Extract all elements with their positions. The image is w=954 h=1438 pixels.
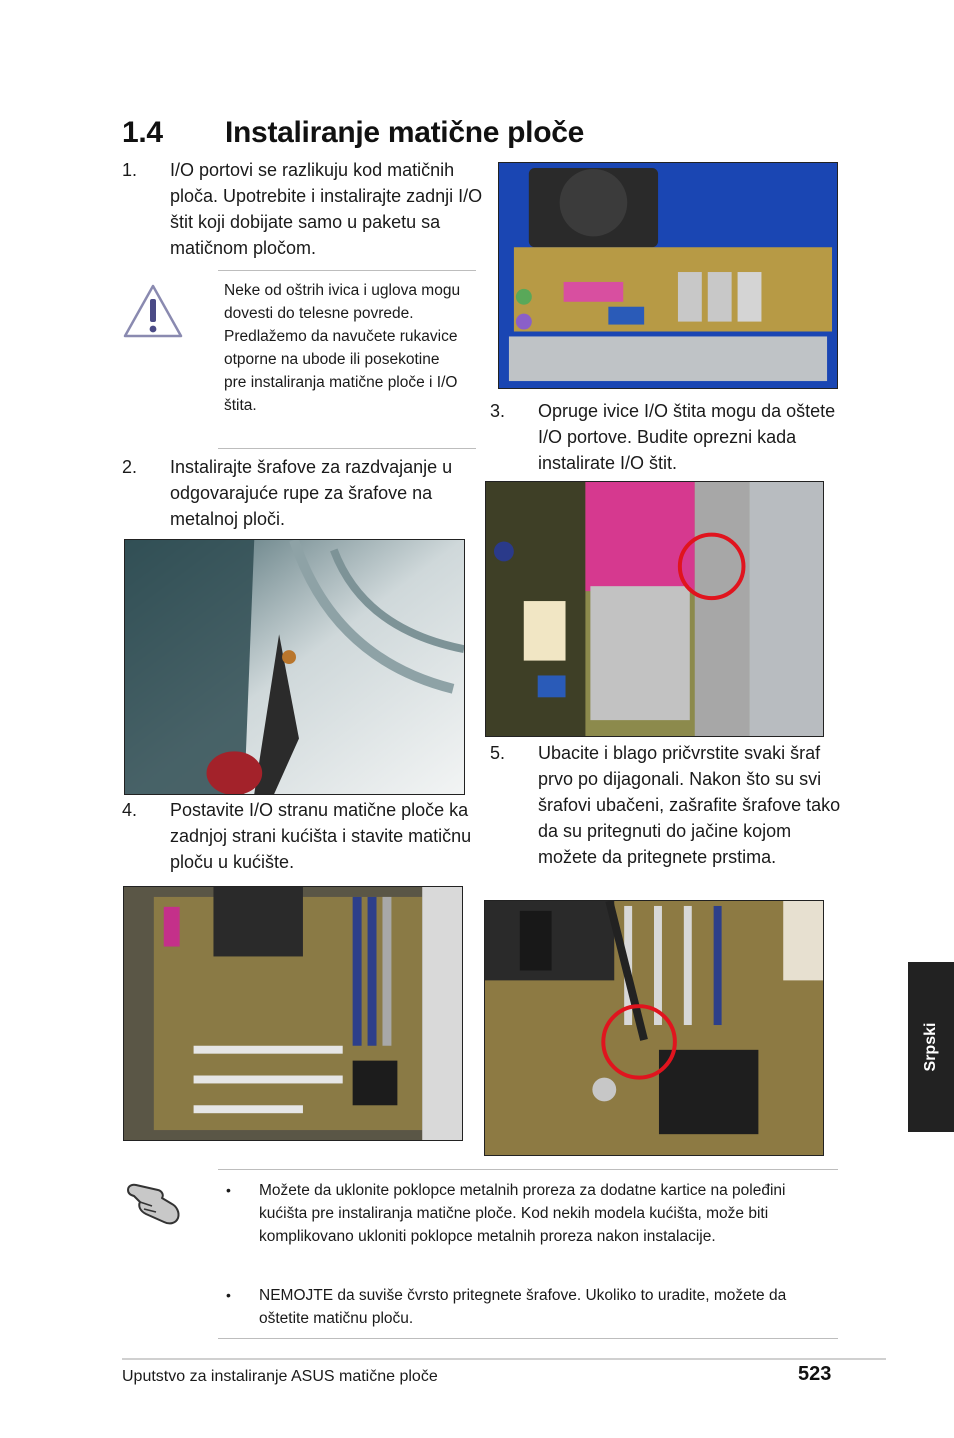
step-number: 1. xyxy=(122,160,138,180)
step-text: Instalirajte šrafove za razdvajanje u odgovarajuće rupe za šrafove na metalnoj ploči. xyxy=(170,457,453,529)
bullet-dot: • xyxy=(226,1182,231,1198)
step-number: 5. xyxy=(490,743,506,763)
step-text: Opruge ivice I/O štita mogu da oštete I/O portove. Budite oprezni kada instalirate I/O štit. xyxy=(538,401,836,473)
footer-rule xyxy=(122,1358,886,1360)
note-bullet-2 xyxy=(226,1284,832,1330)
step-2 xyxy=(122,454,482,536)
language-tab-label: Srpski xyxy=(922,1022,939,1072)
note-top-rule xyxy=(218,1169,838,1170)
photo-screw-tightening xyxy=(484,900,824,1156)
footer-text: Uputstvo za instaliranje ASUS matične ploče xyxy=(122,1368,438,1385)
step-5 xyxy=(490,740,850,900)
page-number: 523 xyxy=(798,1363,832,1385)
photo-standoff-install xyxy=(124,539,465,795)
caution-text: Neke od oštrih ivica i uglova mogu dovesti do telesne povrede. Predlažemo da navučete rukavice otporne na ubode ili posekotine pre instaliranja matične ploče i I/O štita. xyxy=(224,282,461,414)
section-heading xyxy=(122,116,584,150)
step-4 xyxy=(122,797,482,879)
step-3 xyxy=(490,398,840,480)
bullet-dot: • xyxy=(226,1287,231,1303)
caution-top-rule xyxy=(218,270,476,271)
note-bullet-1 xyxy=(226,1179,832,1248)
step-text: Ubacite i blago pričvrstite svaki šraf prvo po dijagonali. Nakon što su svi šrafovi ubačeni, zašrafite šrafove tako da su pritegnuti do jačine kojom možete da pritegnete prstima. xyxy=(538,743,841,867)
note-bullet-text: NEMOJTE da suviše čvrsto pritegnete šrafove. Ukoliko to uradite, možete da oštetite matičnu ploču. xyxy=(259,1287,787,1327)
step-number: 3. xyxy=(490,401,506,421)
step-1 xyxy=(122,157,484,267)
section-title: Instaliranje matične ploče xyxy=(225,116,584,149)
warning-triangle-icon xyxy=(122,282,184,340)
photo-io-shield-springs xyxy=(485,481,824,737)
note-bullet-text: Možete da uklonite poklopce metalnih proreza za dodatne kartice na poleđini kućišta pre instaliranja matične ploče. Kod nekih modela kućišta, može biti komplikovano ukloniti poklopce metalnih proreza nakon instalacije. xyxy=(259,1182,786,1245)
note-bottom-rule xyxy=(218,1338,838,1339)
photo-io-shield xyxy=(498,162,838,389)
step-number: 2. xyxy=(122,457,138,477)
caution-bottom-rule xyxy=(218,448,476,449)
pointing-hand-icon xyxy=(124,1176,186,1228)
language-tab xyxy=(908,962,954,1132)
step-number: 4. xyxy=(122,800,138,820)
photo-motherboard-in-case xyxy=(123,886,463,1141)
step-text: Postavite I/O stranu matične ploče ka zadnjoj strani kućišta i stavite matičnu ploču u kućište. xyxy=(170,800,472,872)
step-text: I/O portovi se razlikuju kod matičnih ploča. Upotrebite i instalirajte zadnji I/O štit koji dobijate samo u paketu sa matičnom pločom. xyxy=(170,160,483,258)
section-number: 1.4 xyxy=(122,116,163,149)
